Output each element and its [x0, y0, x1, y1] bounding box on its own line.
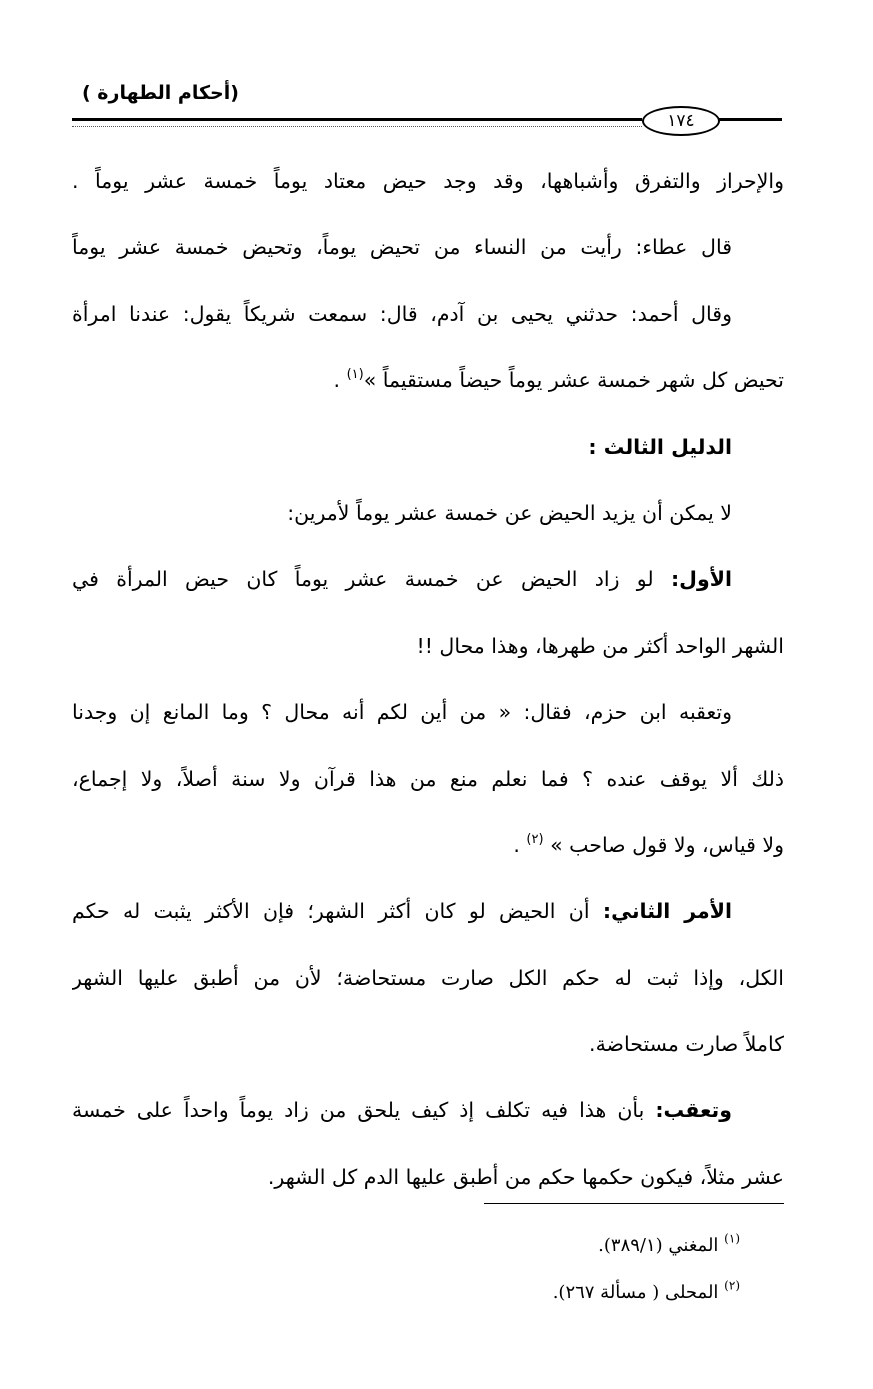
text-line — [72, 347, 784, 413]
text-line: الكل، وإذا ثبت له حكم الكل صارت مستحاضة؛ لأن من أطبق عليها الشهر — [72, 965, 784, 990]
page-number: ١٧٤ — [642, 106, 720, 136]
header-rule-right — [715, 118, 782, 121]
text-line — [72, 1077, 784, 1143]
first-reason-label: الأول: — [670, 567, 732, 592]
quote-end: تحيض كل شهر خمسة عشر يوماً حيضاً مستقيماً » — [363, 368, 784, 393]
second-reason-label: الأمر الثاني: — [602, 899, 732, 924]
text-line — [72, 546, 784, 612]
footnote-number: (٢) — [724, 1278, 740, 1293]
period: . — [333, 368, 341, 393]
quote-end: ولا قياس، ولا قول صاحب » — [550, 832, 784, 857]
header-rule-dotted — [72, 126, 642, 127]
header-rule — [72, 118, 642, 121]
book-title: (أحكام الطهارة ) — [82, 82, 239, 104]
text-line: قال عطاء: رأيت من النساء من تحيض يوماً، وتحيض خمسة عشر يوماً — [72, 235, 732, 260]
second-reason-text: أن الحيض لو كان أكثر الشهر؛ فإن الأكثر يثبت له حكم — [72, 899, 590, 924]
footnotes — [72, 1222, 740, 1316]
footnote-2 — [72, 1269, 740, 1316]
text-line: وقال أحمد: حدثني يحيى بن آدم، قال: سمعت شريكاً يقول: عندنا امرأة — [72, 301, 732, 326]
text-line: عشر مثلاً، فيكون حكمها حكم من أطبق عليها الدم كل الشهر. — [267, 1164, 784, 1189]
text-line: كاملاً صارت مستحاضة. — [589, 1032, 784, 1057]
text-line: لا يمكن أن يزيد الحيض عن خمسة عشر يوماً لأمرين: — [287, 500, 732, 525]
footnote-number: (١) — [724, 1231, 740, 1246]
footnote-separator — [484, 1203, 784, 1204]
text-line — [72, 812, 784, 878]
footnote-text: المغني (٣٨٩/١). — [598, 1235, 719, 1256]
main-text — [72, 148, 784, 1210]
period: . — [513, 832, 520, 857]
text-line: ذلك ألا يوقف عنده ؟ فما نعلم منع من هذا قرآن ولا سنة أصلاً، ولا إجماع، — [72, 766, 784, 791]
text-line: وتعقبه ابن حزم، فقال: « من أين لكم أنه محال ؟ وما المانع إن وجدنا — [72, 700, 732, 725]
first-reason-text: لو زاد الحيض عن خمسة عشر يوماً كان حيض المرأة في — [72, 567, 654, 592]
footnote-ref-2: (٢) — [526, 831, 544, 847]
rebuttal-label: وتعقب: — [655, 1098, 732, 1123]
text-line: والإحراز والتفرق وأشباهها، وقد وجد حيض معتاد يوماً خمسة عشر يوماً . — [72, 169, 784, 193]
text-line — [72, 878, 784, 944]
rebuttal-text: بأن هذا فيه تكلف إذ كيف يلحق من زاد يوماً واحداً على خمسة — [72, 1098, 645, 1123]
footnote-ref-1: (١) — [346, 367, 364, 383]
footnote-text: المحلى ( مسألة ٢٦٧). — [552, 1282, 719, 1303]
text-line: الشهر الواحد أكثر من طهرها، وهذا محال !! — [416, 633, 784, 658]
footnote-1 — [72, 1222, 740, 1269]
section-heading: الدليل الثالث : — [588, 434, 732, 459]
